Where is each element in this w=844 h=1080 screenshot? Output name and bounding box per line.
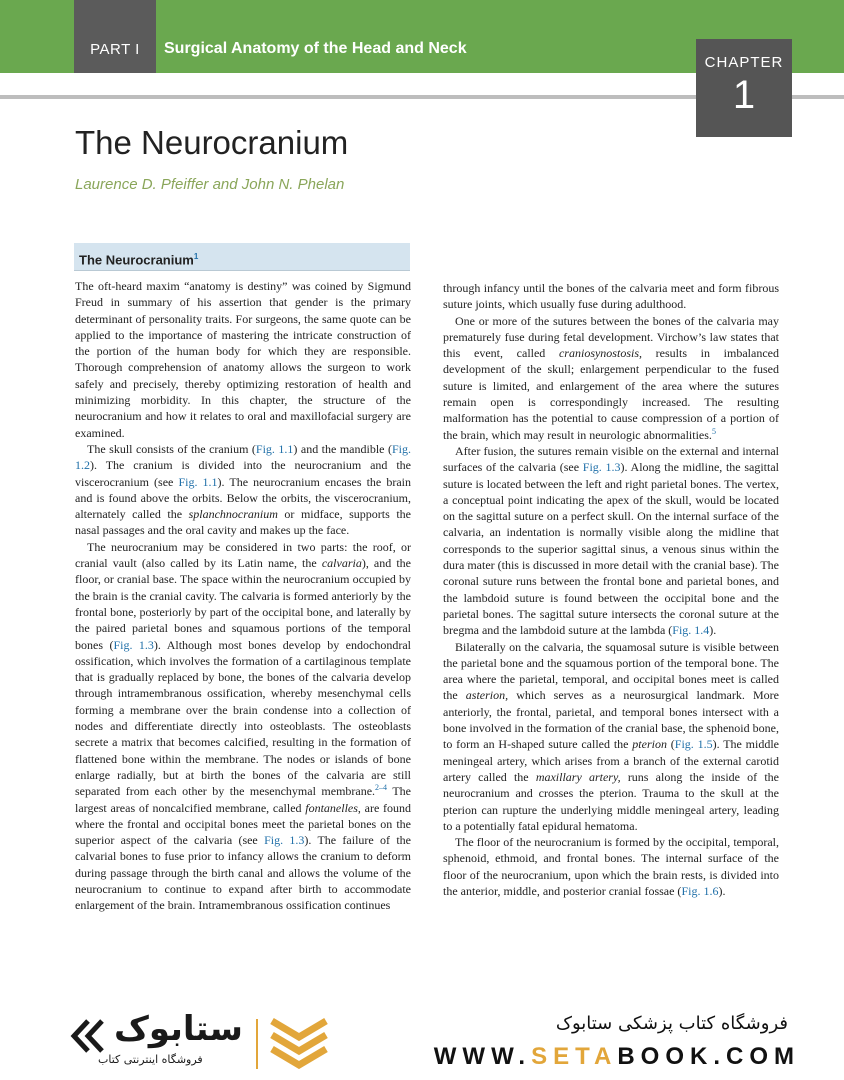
url-suffix: BOOK.COM — [617, 1043, 800, 1070]
stacked-chevron-icon — [268, 1013, 330, 1069]
paragraph — [443, 834, 779, 899]
text: The neurocranium may be considered in two parts: the roof, or cranial vault (also called by its Latin name, the — [75, 539, 411, 571]
paragraph — [75, 278, 411, 441]
text: The oft-heard maxim “anatomy is destiny” was coined by Sigmund Freud in summary of his assertion that gender is the primary determinant of personality traits. For surgeons, the same quote can be applied to the importance of mastering the intricate construction of the portion of the human body for which they are responsible. Thorough comprehension of anatomy allows the surgeon to work safely and precisely, thereby optimizing restoration of health and minimizing morbidity. In this chapter, the structure of the neurocranium and how it relates to oral and maxillofacial surgery are examined. — [75, 279, 411, 440]
text: ). The cranium is divided into the neurocranium and the viscerocranium (see — [75, 458, 411, 489]
paragraph — [75, 539, 411, 914]
paragraph — [443, 280, 779, 313]
url-highlight: SETA — [531, 1043, 618, 1070]
authors: Laurence D. Pfeiffer and John N. Phelan — [75, 176, 345, 193]
citation-link[interactable]: 5 — [711, 426, 716, 436]
term: splanchnocranium — [188, 507, 278, 522]
term: pterion — [632, 737, 667, 752]
logo-subtext: فروشگاه اینترنتی کتاب — [98, 1053, 203, 1066]
text: ), and the floor, or cranial base. The space within the neurocranium occupied by the brain is the cranial cavity. The calvaria is formed anteriorly by the frontal bone, posteriorly by part of the occipital bone, and laterally by the paired parietal bones and squamous portions of the temporal bones ( — [75, 556, 412, 652]
store-logo[interactable] — [70, 1007, 300, 1067]
right-column — [443, 280, 779, 899]
store-name: فروشگاه کتاب پزشکی ستابوک — [555, 1013, 788, 1034]
logo-text: ستابوک — [114, 1009, 243, 1049]
text: ). The middle meningeal artery, which arises from a branch of the external carotid artery called the — [443, 737, 779, 784]
figure-link[interactable]: Fig. 1.2 — [75, 441, 411, 473]
left-column — [75, 278, 411, 914]
figure-link[interactable]: Fig. 1.5 — [674, 737, 713, 752]
section-cite[interactable]: 1 — [193, 252, 199, 261]
text: ). The failure of the calvarial bones to fuse prior to infancy allows the cranium to deform during passage through the birth canal and allows the volume of the neurocranium to continue to expand after birth to accommodate enlargement of the brain. Intramembranous ossification continues — [75, 833, 412, 913]
text: results in imbalanced development of the skull; enlargement perpendicular to the fused suture is limited, and enlargement of the area where the sutures remain open is correspondingly increased. The resulting malformation has the potential to cause compression of a portion of the brain, which may result in neurologic abnormalities. — [443, 346, 779, 442]
figure-link[interactable]: Fig. 1.4 — [672, 623, 710, 638]
section-heading-text: The Neurocranium — [79, 252, 194, 268]
text: The largest areas of noncalcified membrane, called — [75, 784, 411, 815]
text: The skull consists of the cranium ( — [87, 441, 256, 456]
chevrons-icon — [70, 1019, 110, 1053]
text: ). Along the midline, the sagittal suture is located between the left and right parietal bones. The vertex, a conceptual point indicating the apex of the skull, would be located on the sagittal suture on a perfect skull. On the internal surface of the calvaria, an indentation is normally visible along the midline that corresponds to the superior sagittal sinus, a venous sinus within the dura mater (this is discussed in more detail with the cranial base). The coronal suture runs between the frontal bone and parietal bones, and the lambdoid suture is found between the occipital bone and the parietal bones. The sagittal suture intersects the coronal suture at the bregma and the lambdoid suture at the lambda ( — [443, 460, 780, 638]
citation-link[interactable]: 2–4 — [375, 783, 388, 793]
text: or midface, supports the nasal passages and the oral cavity and makes up the face. — [75, 507, 412, 538]
part-box — [74, 0, 156, 73]
chapter-title: The Neurocranium — [75, 124, 349, 161]
figure-link[interactable]: Fig. 1.3 — [113, 637, 154, 652]
figure-link[interactable]: Fig. 1.3 — [582, 460, 621, 475]
chapter-box — [696, 39, 792, 137]
url-prefix: WWW. — [433, 1043, 532, 1070]
text: The floor of the neurocranium is formed by the occipital, temporal, sphenoid, ethmoid, and frontal bones. The internal surface of the floor of the neurocranium, upon which the brain rests, is divided into the anterior, middle, and posterior cranial fossae ( — [443, 835, 779, 898]
paragraph — [443, 639, 779, 835]
text: , are found where the frontal and occipital bones meet the parietal bones on the superior aspect of the calvaria (see — [75, 800, 411, 848]
text: Bilaterally on the calvaria, the squamosal suture is visible between the parietal bone and the squamous portion of the temporal bone. The area where the parietal, temporal, and occipital bones meet is called the — [443, 639, 779, 703]
text: which serves as a neurosurgical landmark. More anteriorly, the frontal, parietal, and temporal bones intersect with a bone involved in the formation of the cranial base, the sphenoid bone, to form an H-shaped suture called the — [443, 688, 779, 752]
text: After fusion, the sutures remain visible on the external and internal surfaces of the calvaria (see — [443, 443, 779, 475]
text: through infancy until the bones of the calvaria meet and form fibrous suture joints, which usually fuse during adulthood. — [443, 281, 779, 312]
text: One or more of the sutures between the bones of the calvaria may prematurely fuse during fetal development. Virchow’s law states that this event, called — [443, 313, 779, 361]
term: asterion, — [465, 688, 509, 703]
chapter-label: CHAPTER — [704, 54, 784, 71]
figure-link[interactable]: Fig. 1.3 — [264, 833, 305, 848]
text: runs along the inside of the neurocranium and crosses the pterion. Trauma to the skull at the pterion can rupture the underlying middle meningeal artery, leading to a potentially fatal epidural hematoma. — [443, 769, 779, 833]
text: ). The neurocranium encases the brain and is found above the orbits. Below the orbits, the viscerocranium, alternately called the — [75, 474, 411, 522]
text: ). Although most bones develop by endochondral ossification, which involves the formation of a cartilaginous template that is gradually replaced by bone, the bones of the calvaria develop through intramembranous ossification, whereby mesenchymal cells forming a membrane over the brain condense into a collection of nodes and differentiate directly into osteoblasts. The osteoblasts secrete a matrix that becomes calcified, resulting in the formation of flattened bone within the membrane. The nodes or islands of bone enlarge radially, but at birth the bones of the calvaria are still separated from each other by the mesenchymal membrane. — [75, 637, 411, 799]
term: calvaria — [321, 556, 362, 571]
figure-link[interactable]: Fig. 1.1 — [255, 441, 294, 456]
footer-banner — [0, 993, 844, 1080]
store-url[interactable] — [434, 1043, 800, 1071]
divider — [256, 1019, 258, 1069]
paragraph — [443, 313, 779, 443]
section-heading — [74, 243, 410, 271]
text: ) and the mandible ( — [293, 441, 392, 456]
figure-link[interactable]: Fig. 1.1 — [178, 474, 218, 489]
term: maxillary artery, — [535, 769, 621, 784]
term: craniosynostosis, — [558, 346, 642, 361]
part-title: Surgical Anatomy of the Head and Neck — [164, 40, 467, 57]
text: ( — [666, 737, 675, 752]
text: ). — [709, 623, 717, 638]
part-label: PART I — [90, 41, 140, 58]
term: fontanelles — [305, 800, 358, 815]
paragraph — [443, 443, 779, 639]
text: ). — [718, 883, 726, 898]
paragraph — [75, 441, 411, 539]
figure-link[interactable]: Fig. 1.6 — [681, 883, 719, 898]
chapter-number: 1 — [732, 73, 756, 117]
